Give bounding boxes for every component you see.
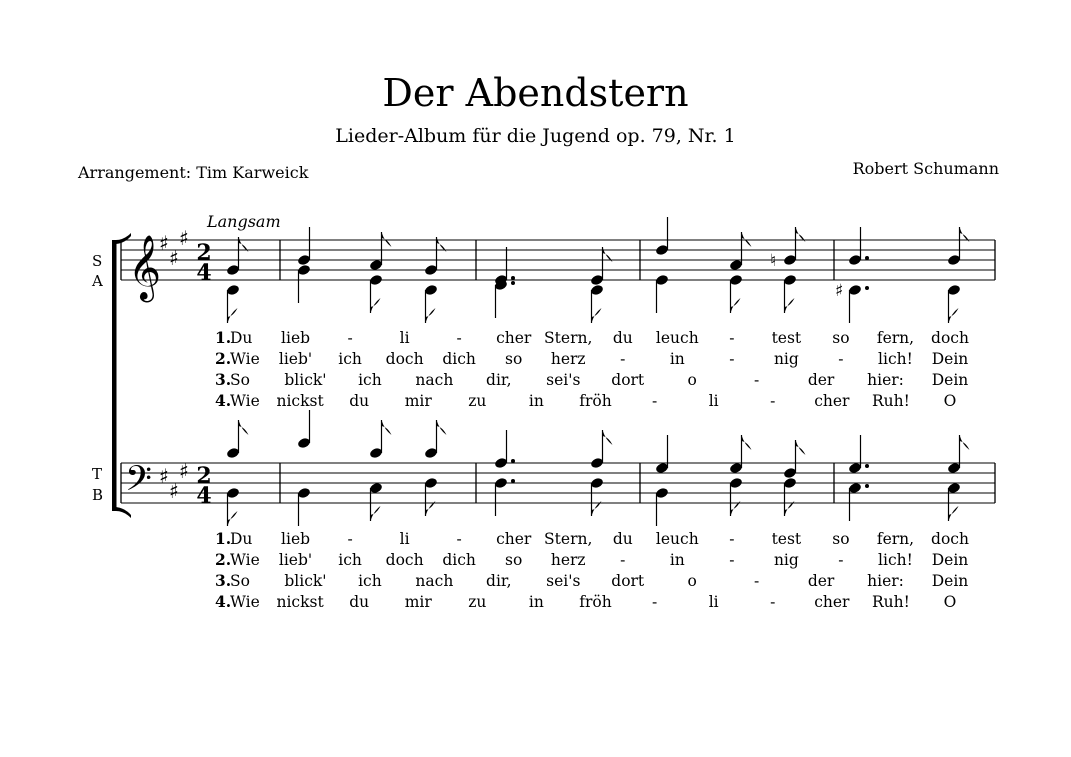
lyric-syllable: in (669, 350, 685, 368)
lyric-syllable: blick' (284, 572, 327, 590)
lyric-syllable: leuch (655, 530, 699, 548)
lyric-syllable: nach (415, 371, 454, 389)
lyric-syllable: in (669, 551, 685, 569)
time-signature-bass (196, 463, 211, 509)
time-signature-numerator: 2 (196, 463, 212, 489)
lyric-syllable: dort (611, 572, 645, 590)
lyric-syllable: du (349, 593, 370, 611)
verse-number: 2. (215, 550, 232, 569)
note (424, 420, 447, 459)
note (783, 477, 797, 516)
note (226, 284, 240, 323)
time-signature-denominator: 4 (196, 260, 212, 286)
note (297, 410, 311, 449)
lyric-syllable: nach (415, 572, 454, 590)
time-signature-numerator: 2 (196, 240, 212, 266)
svg-text:♯: ♯ (159, 231, 169, 255)
lyric-syllable: so (505, 551, 523, 569)
voice-label-bass: B (92, 486, 104, 504)
lyric-syllable: du (349, 392, 370, 410)
verse-number: 4. (215, 391, 232, 410)
note (729, 232, 752, 271)
key-signature-treble (159, 226, 189, 270)
lyric-syllable: lich! (878, 350, 913, 368)
lyric-syllable: herz (550, 350, 586, 368)
lyric-syllable: herz (550, 551, 586, 569)
bass-clef-icon: 𝄢 (125, 458, 153, 507)
lyric-hyphen: - (770, 593, 776, 611)
lyric-syllable: fröh (579, 593, 612, 611)
lyric-syllable: ich (358, 572, 382, 590)
arranger-credit: Arrangement: Tim Karweick (78, 163, 309, 182)
lyric-syllable: du (612, 329, 633, 347)
lyric-syllable: cher (496, 530, 532, 548)
lyric-hyphen: - (620, 350, 626, 368)
lyric-syllable: cher (814, 593, 850, 611)
note (729, 274, 743, 313)
voice-label-alto: A (92, 272, 103, 290)
lyric-syllable: sei's (546, 371, 581, 389)
lyric-syllable: fern, (876, 530, 915, 548)
lyric-syllable: Ruh! (871, 593, 910, 611)
note (424, 284, 438, 323)
verse-number: 3. (215, 571, 232, 590)
time-signature-treble (196, 240, 211, 286)
lyric-syllable: Wie (230, 593, 260, 611)
note (655, 217, 669, 256)
lyric-syllable: so (505, 350, 523, 368)
lyric-syllable: doch (385, 350, 424, 368)
treble-clef-icon: 𝄞 (128, 235, 162, 300)
lyric-syllable: Du (230, 530, 253, 548)
svg-text:♮: ♮ (770, 251, 777, 271)
lyric-syllable: dir, (486, 371, 512, 389)
note (369, 420, 392, 459)
lyric-syllable: der (807, 572, 835, 590)
lyric-syllable: fern, (876, 329, 915, 347)
lyric-syllable: dich (442, 350, 476, 368)
note (947, 284, 961, 323)
svg-text:♯: ♯ (169, 479, 179, 503)
lyric-hyphen: - (729, 329, 735, 347)
note (835, 281, 869, 323)
lyric-hyphen: - (347, 530, 353, 548)
lyric-syllable: Dein (931, 551, 969, 569)
lyric-hyphen: - (651, 392, 658, 410)
note (729, 435, 752, 474)
lyric-syllable: mir (404, 593, 432, 611)
verse-number: 3. (215, 370, 232, 389)
lyric-syllable: ich (338, 551, 362, 569)
svg-text:♯: ♯ (169, 246, 179, 270)
lyric-syllable: ich (358, 371, 382, 389)
lyric-syllable: nig (773, 551, 799, 569)
lyric-syllable: fröh (579, 392, 612, 410)
lyric-syllable: lieb (281, 329, 311, 347)
lyric-syllable: Wie (230, 551, 260, 569)
note (848, 435, 869, 474)
lyric-syllable: lieb (281, 530, 311, 548)
lyric-syllable: lich! (878, 551, 913, 569)
lyric-hyphen: - (347, 329, 353, 347)
verse-number: 1. (215, 328, 232, 347)
lyric-syllable: dich (442, 551, 476, 569)
voice-label-soprano: S (92, 252, 103, 270)
note (297, 264, 311, 303)
lyric-syllable: So (230, 572, 250, 590)
svg-text:♯: ♯ (179, 459, 189, 483)
lyric-syllable: Stern, (544, 329, 593, 347)
lyric-syllable: in (528, 392, 544, 410)
lyric-syllable: O (943, 392, 957, 410)
lyric-syllable: Dein (931, 350, 969, 368)
lyric-syllable: dort (611, 371, 645, 389)
lyric-syllable: zu (468, 593, 487, 611)
note (590, 284, 604, 323)
lyric-syllable: hier: (867, 371, 904, 389)
lyric-hyphen: - (770, 392, 776, 410)
lyric-syllable: ich (338, 350, 362, 368)
note (369, 482, 383, 521)
lyric-syllable: dir, (486, 572, 512, 590)
lyric-syllable: so (832, 329, 850, 347)
lyric-syllable: li (708, 392, 719, 410)
note (947, 435, 970, 474)
lyric-syllable: test (771, 329, 802, 347)
note (783, 274, 797, 313)
lyric-syllable: li (399, 329, 410, 347)
lyric-syllable: nig (773, 350, 799, 368)
note (655, 274, 669, 313)
treble-staff (121, 240, 995, 280)
lyric-syllable: Dein (931, 572, 969, 590)
score-subtitle: Lieder-Album für die Jugend op. 79, Nr. 1 (335, 125, 736, 147)
note (655, 487, 669, 526)
lyric-syllable: doch (385, 551, 424, 569)
note (424, 477, 438, 516)
lyric-syllable: Wie (230, 392, 260, 410)
lyric-hyphen: - (838, 551, 844, 569)
note (226, 487, 240, 526)
lyric-syllable: zu (468, 392, 487, 410)
note (655, 435, 669, 474)
svg-text:♯: ♯ (179, 226, 189, 250)
verse-number: 1. (215, 529, 232, 548)
composer-credit: Robert Schumann (852, 159, 999, 178)
lyric-syllable: Wie (230, 350, 260, 368)
notes-tenor-bass (226, 410, 970, 526)
lyric-syllable: doch (931, 530, 969, 548)
tempo-marking: Langsam (207, 212, 281, 231)
lyric-hyphen: - (754, 371, 760, 389)
note (369, 274, 383, 313)
note (297, 227, 311, 266)
lyric-hyphen: - (729, 530, 735, 548)
lyric-syllable: test (771, 530, 802, 548)
score-title: Der Abendstern (382, 71, 689, 115)
lyric-syllable: li (708, 593, 719, 611)
lyric-syllable: lieb' (278, 551, 313, 569)
lyric-hyphen: - (729, 551, 735, 569)
lyric-hyphen: - (620, 551, 626, 569)
note (729, 477, 743, 516)
lyric-syllable: cher (814, 392, 850, 410)
lyric-syllable: hier: (867, 572, 904, 590)
note (297, 487, 311, 526)
lyric-syllable: in (528, 593, 544, 611)
lyric-syllable: o (687, 371, 697, 389)
lyric-syllable: li (399, 530, 410, 548)
note (494, 279, 515, 318)
lyric-syllable: Dein (931, 371, 969, 389)
lyric-syllable: Stern, (544, 530, 593, 548)
svg-text:♯: ♯ (159, 464, 169, 488)
note (369, 232, 392, 271)
lyric-syllable: so (832, 530, 850, 548)
note (226, 420, 249, 459)
lyric-syllable: sei's (546, 572, 581, 590)
lyric-syllable: Ruh! (871, 392, 910, 410)
lyric-syllable: leuch (655, 329, 699, 347)
lyric-syllable: du (612, 530, 633, 548)
note (848, 482, 869, 521)
lyric-syllable: blick' (284, 371, 327, 389)
verse-number: 2. (215, 349, 232, 368)
note (590, 477, 604, 516)
lyric-hyphen: - (456, 530, 462, 548)
lyric-hyphen: - (456, 329, 462, 347)
lyric-syllable: doch (931, 329, 969, 347)
lyric-syllable: nickst (276, 392, 324, 410)
lyric-syllable: mir (404, 392, 432, 410)
note (770, 227, 806, 271)
bass-staff (121, 463, 995, 503)
lyric-syllable: lieb' (278, 350, 313, 368)
lyric-syllable: nickst (276, 593, 324, 611)
note (947, 482, 961, 521)
lyric-hyphen: - (729, 350, 735, 368)
lyric-syllable: cher (496, 329, 532, 347)
voice-label-tenor: T (92, 465, 103, 483)
lyric-syllable: O (943, 593, 957, 611)
verse-number: 4. (215, 592, 232, 611)
lyric-syllable: der (807, 371, 835, 389)
lyric-hyphen: - (754, 572, 760, 590)
svg-text:♯: ♯ (835, 281, 844, 301)
lyric-syllable: So (230, 371, 250, 389)
lyric-syllable: Du (230, 329, 253, 347)
lyric-syllable: o (687, 572, 697, 590)
key-signature-bass (159, 459, 189, 503)
time-signature-denominator: 4 (196, 483, 212, 509)
lyric-hyphen: - (838, 350, 844, 368)
lyric-hyphen: - (651, 593, 658, 611)
